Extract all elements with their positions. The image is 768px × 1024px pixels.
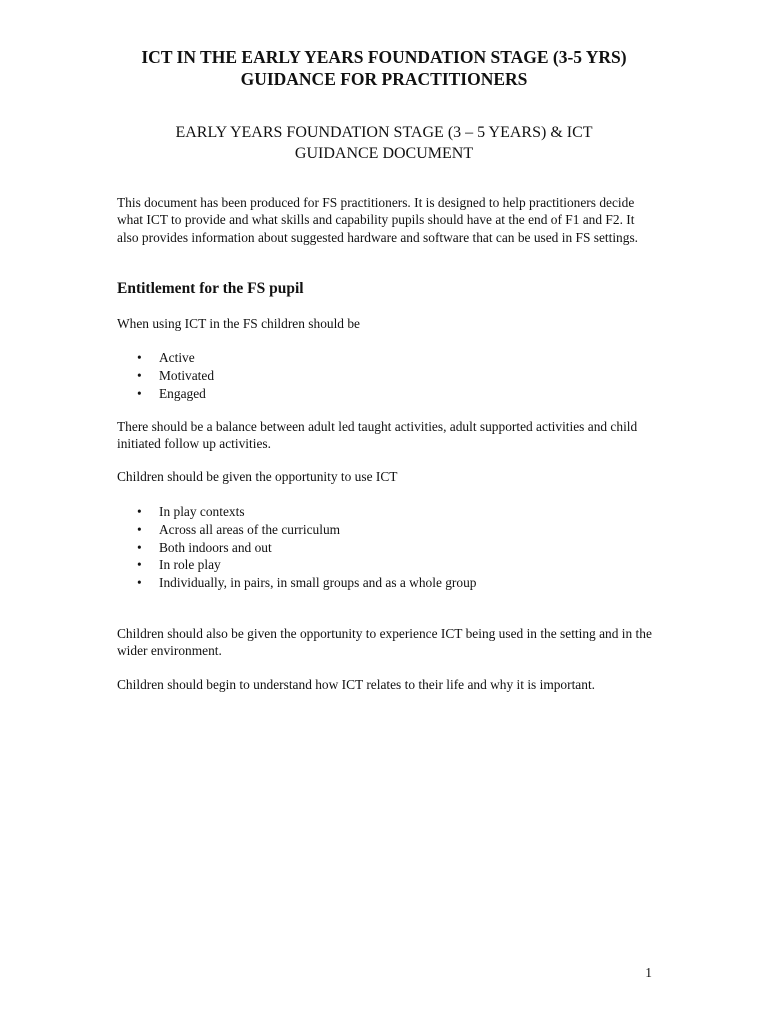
balance-paragraph: There should be a balance between adult led taught activities, adult supported activities and child initiated follow up activities. bbox=[117, 419, 638, 452]
document-subtitle bbox=[60, 122, 708, 164]
opportunity-paragraph: Children should be given the opportunity to use ICT bbox=[117, 469, 398, 484]
page-number: 1 bbox=[645, 965, 652, 980]
wider-environment-paragraph: Children should also be given the opportunity to experience ICT being used in the setting and in the wider environment. bbox=[117, 626, 652, 659]
bullet-icon: • bbox=[137, 385, 142, 401]
intro-paragraph: This document has been produced for FS practitioners. It is designed to help practitioners decide what ICT to provide and what skills and capability pupils should have at the end of F1 and F2. It also provides information about suggested hardware and software that can be used in FS settings. bbox=[117, 195, 638, 245]
list-item-text: Active bbox=[159, 350, 195, 365]
bullet-icon: • bbox=[137, 575, 142, 591]
qualities-list bbox=[137, 349, 214, 402]
list-item bbox=[137, 521, 476, 539]
list-item-text: In role play bbox=[159, 557, 221, 573]
list-item-text: In play contexts bbox=[159, 504, 245, 519]
understand-paragraph: Children should begin to understand how ICT relates to their life and why it is important. bbox=[117, 677, 596, 692]
list-item-text: Engaged bbox=[159, 385, 206, 401]
bullet-icon: • bbox=[137, 539, 142, 555]
list-item bbox=[137, 574, 476, 592]
when-using-paragraph: When using ICT in the FS children should be bbox=[117, 316, 360, 331]
list-item-text: Both indoors and out bbox=[159, 539, 272, 555]
document-title-line-1: ICT IN THE EARLY YEARS FOUNDATION STAGE (3-5 YRS) bbox=[141, 47, 627, 67]
document-subtitle-line-1: EARLY YEARS FOUNDATION STAGE (3 – 5 YEARS) & ICT bbox=[175, 124, 593, 141]
bullet-icon: • bbox=[137, 504, 142, 519]
list-item-text: Motivated bbox=[159, 367, 215, 383]
document-title bbox=[60, 46, 708, 90]
list-item bbox=[137, 556, 476, 574]
document-subtitle-line-2: GUIDANCE DOCUMENT bbox=[294, 145, 474, 162]
document-title-line-2: GUIDANCE FOR PRACTITIONERS bbox=[240, 69, 528, 89]
bullet-icon: • bbox=[137, 521, 142, 537]
section-heading-entitlement: Entitlement for the FS pupil bbox=[117, 280, 304, 297]
bullet-icon: • bbox=[137, 557, 142, 573]
list-item bbox=[137, 385, 214, 403]
list-item-text: Individually, in pairs, in small groups and as a whole group bbox=[159, 575, 477, 591]
list-item-text: Across all areas of the curriculum bbox=[159, 521, 341, 537]
bullet-icon: • bbox=[137, 350, 142, 365]
bullet-icon: • bbox=[137, 367, 142, 383]
list-item bbox=[137, 503, 476, 521]
contexts-list bbox=[137, 503, 476, 592]
list-item bbox=[137, 539, 476, 557]
list-item bbox=[137, 349, 214, 367]
list-item bbox=[137, 367, 214, 385]
